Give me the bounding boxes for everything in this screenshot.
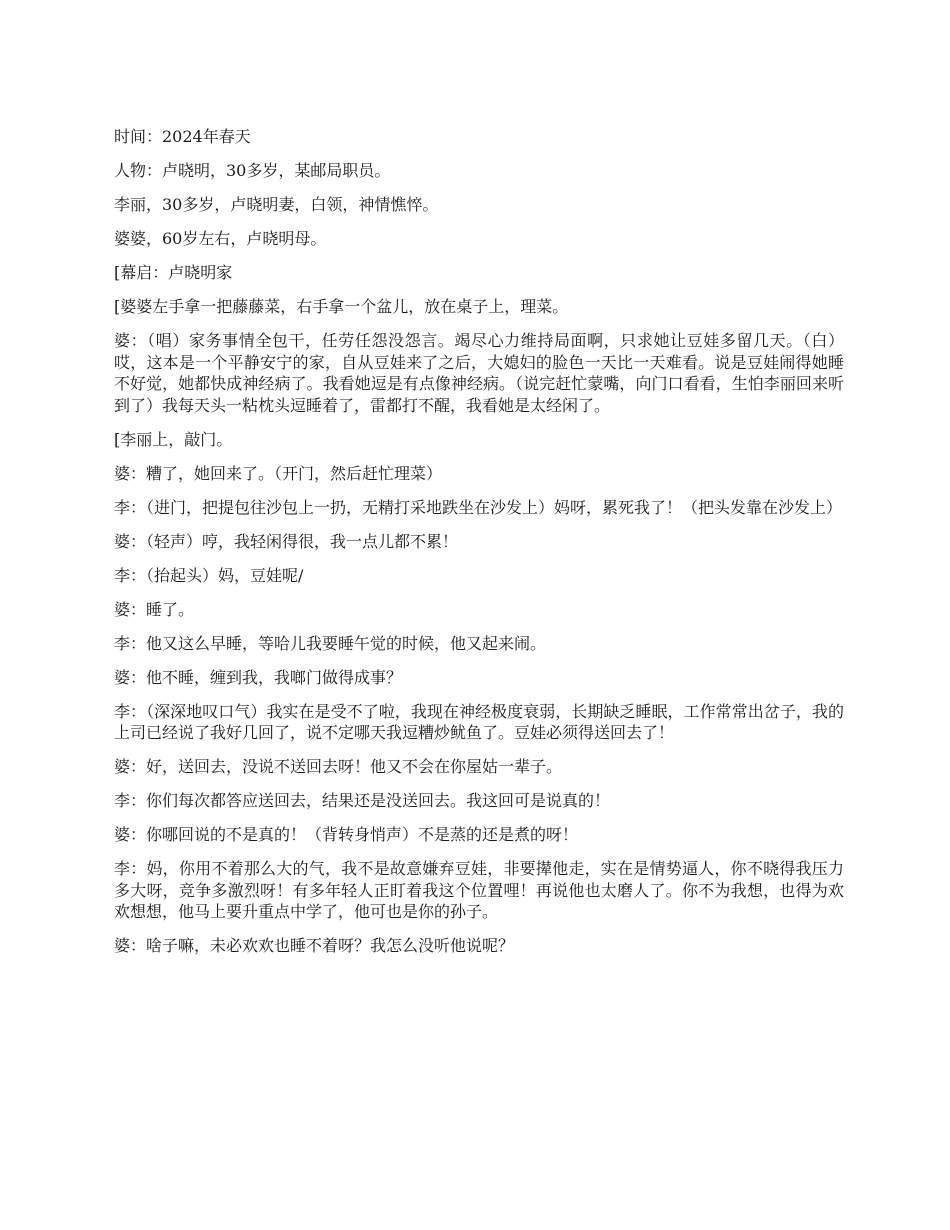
dialogue-line: 婆：睡了。 — [114, 599, 195, 619]
dialogue-line: 李：（深深地叹口气）我实在是受不了啦，我现在神经极度衰弱，长期缺乏睡眠，工作常常出岔子，我的上司已经说了我好几回了，说不定哪天我逗糟炒鱿鱼了。豆娃必须得送回去了！ — [114, 701, 844, 742]
character-luxiaoming: 人物：卢晓明，30多岁，某邮局职员。 — [114, 161, 391, 180]
dialogue-line: 婆：好，送回去，没说不送回去呀！他又不会在你屋姑一辈子。 — [114, 757, 563, 776]
dialogue-line: 李：（进门，把提包往沙包上一扔，无精打采地跌坐在沙发上）妈呀，累死我了！（把头发靠在沙发上） — [114, 497, 843, 517]
stage-direction: [李丽上，敲门。 — [114, 429, 233, 449]
stage-direction-curtain: [幕启：卢晓明家 — [114, 263, 233, 282]
character-popo: 婆婆，60岁左右，卢晓明母。 — [114, 229, 327, 248]
document-page — [114, 126, 844, 969]
dialogue-line: 婆：（轻声）哼，我轻闲得很，我一点儿都不累！ — [114, 531, 459, 551]
dialogue-line: 李：（抬起头）妈，豆娃呢/ — [114, 565, 304, 585]
dialogue-line: 李：你们每次都答应送回去，结果还是没送回去。我这回可是说真的！ — [114, 791, 611, 810]
dialogue-line: 婆：你哪回说的不是真的！（背转身悄声）不是蒸的还是煮的呀！ — [114, 825, 579, 844]
dialogue-line: 婆：糟了，她回来了。（开门，然后赶忙理菜） — [114, 463, 443, 483]
dialogue-line: 婆：啥子嘛，未必欢欢也睡不着呀？我怎么没听他说呢？ — [114, 936, 515, 955]
dialogue-line: 婆：他不睡，缠到我，我啷门做得成事？ — [114, 667, 403, 687]
dialogue-line: 李：妈，你用不着那么大的气，我不是故意嫌弃豆娃，非要撵他走，实在是情势逼人，你不晓得我压力多大呀，竞争多激烈呀！有多年轻人正盯着我这个位置哩！再说他也太磨人了。你不为我想，也得为欢欢想想，他马上要升重点中学了，他可也是你的孙子。 — [114, 859, 844, 921]
character-lili: 李丽，30多岁，卢晓明妻，白领，神情憔悴。 — [114, 195, 439, 214]
stage-direction: [婆婆左手拿一把藤藤菜，右手拿一个盆儿，放在桌子上，理菜。 — [114, 297, 569, 316]
time-line: 时间：2024年春天 — [114, 127, 251, 146]
dialogue-line: 李：他又这么早睡，等哈儿我要睡午觉的时候，他又起来闹。 — [114, 633, 547, 653]
dialogue-line: 婆：（唱）家务事情全包干，任劳任怨没怨言。竭尽心力维持局面啊，只求她让豆娃多留几天。（白）哎，这本是一个平静安宁的家，自从豆娃来了之后，大媳妇的脸色一天比一天难看。说是豆娃闹得她睡不好觉，她都快成神经病了。我看她逗是有点像神经病。（说完赶忙蒙嘴，向门口看看，生怕李丽回来听到了）我每天头一粘枕头逗睡着了，雷都打不醒，我看她是太经闲了。 — [114, 331, 844, 415]
